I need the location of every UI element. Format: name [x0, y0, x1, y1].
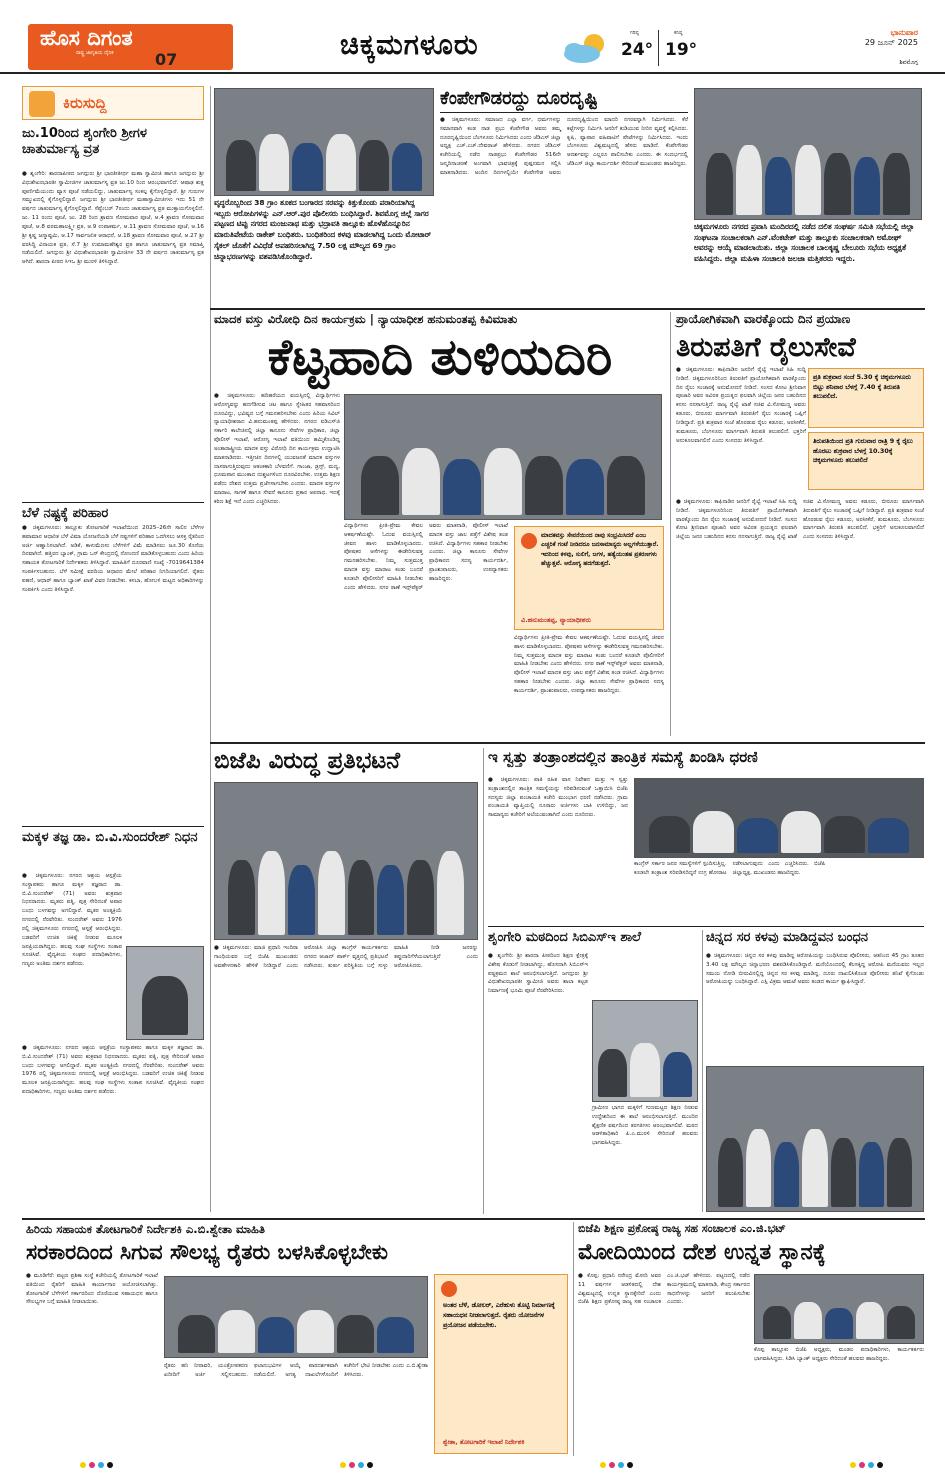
drug-event-photo	[344, 394, 662, 520]
divider	[440, 112, 688, 113]
divider	[22, 502, 204, 503]
rail-body2: ● ಚಿಕ್ಕಮಗಳೂರು: ಕಾಫಿನಾಡಿನ ಜನರಿಗೆ ರೈಲ್ವೆ ಇಲಾಖೆ ಸಿಹಿ ಸುದ್ದಿ ನೀಡಿದೆ. ಚಿಕ್ಕಮಗಳೂರಿನಿಂದ ತಿರುಪತಿಗೆ ಪ್ರಾಯೋಗಿಕವಾಗಿ ವಾರಕ್ಕೊಂದು ದಿನ ರೈಲು ಸಂಚಾರಕ್ಕೆ ಅನುಮೋದನೆ ನೀಡಿದೆ. ಸಂಸದ ಕೋಟ ಶ್ರೀನಿವಾಸ ಪೂಜಾರಿ ಅವರ ಅವಿರತ ಪ್ರಯತ್ನದ ಫಲವಾಗಿ ಜಿಲ್ಲೆಯ ಜನರ ಬಹುದಿನದ ಕನಸು ನನಸಾಗುತ್ತಿದೆ. ರಾಜ್ಯ ರೈಲ್ವೆ ಖಾತೆ ಸಚಿವ ವಿ.ಸೋಮಣ್ಣ ಅವರು ಕಡೂರು, ಬೀರೂರು ಮಾರ್ಗವಾಗಿ ತಿರುಪತಿಗೆ ರೈಲು ಸಂಚಾರಕ್ಕೆ ಒಪ್ಪಿಗೆ ನೀಡಿದ್ದಾರೆ. ಪ್ರತಿ ಶುಕ್ರವಾರ ಸಂಜೆ ಹೊರಡುವ ರೈಲು ಕಡೂರು, ಅರಸೀಕೆರೆ, ತುಮಕೂರು, ಬೆಂಗಳೂರು ಮಾರ್ಗವಾಗಿ ತಿರುಪತಿ ತಲುಪಲಿದೆ. ಭಕ್ತರಿಗೆ ಅನುಕೂಲವಾಗಲಿದೆ ಎಂದು ಸಂಸದರು ತಿಳಿಸಿದ್ದಾರೆ.	[676, 499, 924, 541]
divider	[22, 1218, 925, 1220]
print-marks	[340, 1462, 400, 1470]
brief-title: ಕಿರುಸುದ್ದಿ	[63, 94, 107, 112]
bjp-body: ● ಚಿಕ್ಕಮಗಳೂರು: ಮಾಜಿ ಪ್ರಧಾನಿ ಇಂದಿರಾ ಗಾಂಧಿಯವರ ಬಗ್ಗೆ ಬಿಜೆಪಿ ಮುಖಂಡರು ಅವಹೇಳನಕಾರಿ ಹೇಳಿಕೆ ನೀಡಿದ್ದಾರೆ ಎಂದು ಆರೋಪಿಸಿ ಜಿಲ್ಲಾ ಕಾಂಗ್ರೆಸ್ ಕಾರ್ಯಕರ್ತರು ನಗರದ ಆಜಾದ್ ಪಾರ್ಕ್ ವೃತ್ತದಲ್ಲಿ ಪ್ರತಿಭಟನೆ ನಡೆಸಿದರು. ತುರ್ತು ಪರಿಸ್ಥಿತಿಯ ಬಗ್ಗೆ ಸುಳ್ಳು ಮಾಹಿತಿ ನೀಡಿ ಜನರನ್ನು ತಪ್ಪುದಾರಿಗೆಳೆಯಲಾಗುತ್ತಿದೆ ಎಂದು ಆರೋಪಿಸಿದರು.	[214, 945, 478, 969]
arrest-photo	[214, 88, 434, 196]
quote-icon	[441, 1281, 457, 1297]
max-temp-label: ಗರಿಷ್ಠ	[630, 30, 639, 36]
drug-quote: ಮಾದಕವಸ್ತು ಸೇವನೆಯಿಂದ ನಾವು ಸಂಭ್ರಮಿಸಿದರೆ ಎಂಬ ಎಚ್ಚರಿಕೆ ಗಂಟೆ ನೀಡಿದರೂ ಜನಸಾಮಾನ್ಯರು ಅಲ್ಲಗಳೆಯುತ್ತಾರೆ. ಇದರಿಂದ ಕಳವು, ಸುಲಿಗೆ, ಜಗಳ, ಹತ್ಯೆಯಂತಹ ಪ್ರಕರಣಗಳು ಹೆಚ್ಚುತ್ತವೆ. ಆರೋಗ್ಯ ಹದಗೆಡುತ್ತದೆ.	[541, 532, 659, 567]
weekday: ಭಾನುವಾರ	[890, 28, 918, 37]
date: 29 ಜೂನ್ 2025	[864, 38, 918, 47]
divider	[210, 742, 925, 744]
drug-kicker: ಮಾದಕ ವಸ್ತು ವಿರೋಧಿ ದಿನ ಕಾರ್ಯಕ್ರಮ | ನ್ಯಾಯಾಧೀಶ ಹನುಮಂತಪ್ಪ ಕಿವಿಮಾತು	[214, 312, 518, 326]
drug-body3: ವಿದ್ಯಾರ್ಥಿಗಳು ಪ್ರೀತಿ-ಪ್ರೇಮ ಕೇವಲ ಆಕರ್ಷಣೆಯಷ್ಟೇ. ಓದುವ ವಯಸ್ಸಿನಲ್ಲಿ ಜೀವನ ಹಾಳು ಮಾಡಿಕೊಳ್ಳಬಾರದು. ಪೋಷಕರ ಆಸೆಗಳನ್ನು ಈಡೇರಿಸುವತ್ತ ಗಮನಹರಿಸಬೇಕು. ನಿಮ್ಮ ಸುತ್ತಮುತ್ತ ಮಾದಕ ವಸ್ತು ಮಾರಾಟ ಕಂಡು ಬಂದರೆ ಕೂಡಲೇ ಪೊಲೀಸರಿಗೆ ಮಾಹಿತಿ ನೀಡಬೇಕು ಎಂದು ಹೇಳಿದರು. ನಗರ ಠಾಣೆ ಇನ್ಸ್‌ಪೆಕ್ಟರ್ ಅವರು ಮಾತನಾಡಿ, ಪೊಲೀಸ್ ಇಲಾಖೆ ಮಾದಕ ವಸ್ತು ಜಾಲ ಪತ್ತೆಗೆ ವಿಶೇಷ ತಂಡ ರಚಿಸಿದೆ. ವಿದ್ಯಾರ್ಥಿಗಳು ಸಹಕಾರ ನೀಡಬೇಕು ಎಂದರು. ಜಿಲ್ಲಾ ಕಾನೂನು ಸೇವೆಗಳ ಪ್ರಾಧಿಕಾರದ ಸದಸ್ಯ ಕಾರ್ಯದರ್ಶಿ, ಪ್ರಾಂಶುಪಾಲರು, ಉಪನ್ಯಾಸಕರು ಹಾಜರಿದ್ದರು.	[514, 635, 664, 694]
brief-header	[22, 86, 204, 120]
page-number: 07	[155, 50, 178, 69]
horti-quote-author: ಶ್ವೇತಾ, ತೋಟಗಾರಿಕೆ ಇಲಾಖೆ ನಿರ್ದೇಶಕಿ	[443, 1439, 525, 1446]
kempegowda-body: ● ಚಿಕ್ಕಮಗಳೂರು: ಸಮಾಜದ ಎಲ್ಲಾ ವರ್ಗ, ಧರ್ಮಗಳನ್ನು ಸಮಾನವಾಗಿ ಕಂಡ ನಾಡ ಪ್ರಭು ಕೆಂಪೇಗೌಡ ಅವರು ತಮ್ಮ ದೂರದೃಷ್ಟಿಯಿಂದ ಬೆಂಗಳೂರು ನಿರ್ಮಿಸಿದರು ಎಂದು ಜೆಡಿಎಸ್ ಜಿಲ್ಲಾ ಅಧ್ಯಕ್ಷ ಎಚ್.ಎಚ್.ದೇವರಾಜ್ ಹೇಳಿದರು. ನಗರದ ಜೆಡಿಎಸ್ ಕಚೇರಿಯಲ್ಲಿ ನಡೆದ ನಾಡಪ್ರಭು ಕೆಂಪೇಗೌಡರ 516ನೇ ಜನ್ಮದಿನಾಚರಣೆ ಅಂಗವಾಗಿ ಭಾವಚಿತ್ರಕ್ಕೆ ಪುಷ್ಪನಮನ ಸಲ್ಲಿಸಿ ಮಾತನಾಡಿದರು. ಅಂದಿನ ದಿನಗಳಲ್ಲಿಯೇ ಕೆಂಪೇಗೌಡ ಅವರು ದೂರದೃಷ್ಟಿಯಿಂದ ಮಾದರಿ ನಗರವನ್ನಾಗಿ ನಿರ್ಮಿಸಿದರು. ಕೆರೆ ಕಟ್ಟೆಗಳನ್ನು ನಿರ್ಮಿಸಿ ಜನರಿಗೆ ಕುಡಿಯುವ ನೀರಿನ ವ್ಯವಸ್ಥೆ ಕಲ್ಪಿಸಿದರು. ಕೃಷಿ, ವ್ಯಾಪಾರ ವಹಿವಾಟಿಗೆ ಪೇಟೆಗಳನ್ನು ನಿರ್ಮಿಸಿದರು. ಇಂದು ಬೆಂಗಳೂರು ವಿಶ್ವಮಟ್ಟದಲ್ಲಿ ಹೆಸರು ಮಾಡಿದೆ. ಕೆಂಪೇಗೌಡರ ಆದರ್ಶವನ್ನು ಎಲ್ಲರೂ ಪಾಲಿಸಬೇಕು ಎಂದರು. ಈ ಸಂದರ್ಭದಲ್ಲಿ ಜೆಡಿಎಸ್ ಜಿಲ್ಲಾ ಕಾರ್ಯದರ್ಶಿ ಸೇರಿದಂತೆ ಮುಖಂಡರು ಹಾಜರಿದ್ದರು.	[440, 117, 688, 176]
brief-story1-body: ● ಶೃಂಗೇರಿ: ಶಾರದಾಪೀಠದ ಜಗದ್ಗುರು ಶ್ರೀ ಭಾರತೀತೀರ್ಥ ಮಹಾ ಸ್ವಾಮೀಜಿ ಹಾಗೂ ಜಗದ್ಗುರು ಶ್ರೀ ವಿಧುಶೇಖರಭಾರತೀ ಸ್ವಾಮೀಜಿಗಳ ಚಾತುರ್ಮಾಸ್ಯ ವ್ರತ ಜು.10 ರಿಂದ ಆರಂಭವಾಗಲಿದೆ. ಆಷಾಢ ಶುಕ್ಲ ಪೂರ್ಣಿಮೆಯಂದು ವ್ಯಾಸ ಪೂಜೆ ನಡೆಯಲಿದ್ದು, ಚಾತುರ್ಮಾಸ್ಯ ಸಂಕಲ್ಪ ಕೈಗೊಳ್ಳಲಿದ್ದಾರೆ. ಶ್ರೀ ಗುರುಗಳ ಸಮ್ಮುಖದಲ್ಲಿ ಕೈಗೊಳ್ಳಲಿದ್ದಾರೆ. ಜಗದ್ಗುರು ಶ್ರೀ ಭಾರತೀತೀರ್ಥ ಮಹಾಸ್ವಾಮೀಜಿಗಳು ಇದು 51 ನೇ ವರ್ಷದ ಚಾತುರ್ಮಾಸ್ಯ ಕೈಗೊಳ್ಳಲಿದ್ದಾರೆ. ಸೆಪ್ಟೆಂಬರ್ 7ರಂದು ಚಾತುರ್ಮಾಸ್ಯ ವ್ರತ ಮುಕ್ತಾಯಗೊಳ್ಳಲಿದೆ. ಜು. 11 ರಂದು ಪೂಜೆ, ಜು. 28 ರಿಂದ ಶ್ರಾವಣ ಸೋಮವಾರ ಪೂಜೆ, ಆ.4 ಶ್ರಾವಣ ಸೋಮವಾರ ಪೂಜೆ, ಆ.8 ವರಮಹಾಲಕ್ಷ್ಮೀ ವ್ರತ, ಆ.9 ಉಪಾಕರ್ಮ, ಆ.11 ಶ್ರಾವಣ ಸೋಮವಾರ ಪೂಜೆ, ಆ.16 ಶ್ರೀ ಕೃಷ್ಣ ಜನ್ಮಾಷ್ಟಮಿ, ಆ.17 ಸಾರ್ವಜನಿಕ ಆರಾಧನೆ, ಆ.18 ಶ್ರಾವಣ ಸೋಮವಾರ ಪೂಜೆ, ಆ.27 ಶ್ರೀ ವರಸಿದ್ಧಿ ವಿನಾಯಕ ವ್ರತ, ಸೆ.7 ಶ್ರೀ ಉಮಾಮಹೇಶ್ವರ ವ್ರತ ಹಾಗೂ ಚಾತುರ್ಮಾಸ್ಯ ವ್ರತ ಸಮಾಪ್ತಿ ನಡೆಯಲಿದೆ. ಜಗದ್ಗುರು ಶ್ರೀ ವಿಧುಶೇಖರಭಾರತೀ ಸ್ವಾಮೀಜಿಗಳ 33 ನೇ ವರ್ಷದ ಚಾತುರ್ಮಾಸ್ಯ ವ್ರತ ಆಗಿದೆ. ಶಾರದಾ ಪೀಠದ ಸಿಇಒ ಶ್ರೀ ಮುರಳಿ ತಿಳಿಸಿದ್ದಾರೆ.	[22, 171, 204, 266]
print-marks	[80, 1462, 140, 1470]
drug-body2: ವಿದ್ಯಾರ್ಥಿಗಳು ಪ್ರೀತಿ-ಪ್ರೇಮ ಕೇವಲ ಆಕರ್ಷಣೆಯಷ್ಟೇ. ಓದುವ ವಯಸ್ಸಿನಲ್ಲಿ ಜೀವನ ಹಾಳು ಮಾಡಿಕೊಳ್ಳಬಾರದು. ಪೋಷಕರ ಆಸೆಗಳನ್ನು ಈಡೇರಿಸುವತ್ತ ಗಮನಹರಿಸಬೇಕು. ನಿಮ್ಮ ಸುತ್ತಮುತ್ತ ಮಾದಕ ವಸ್ತು ಮಾರಾಟ ಕಂಡು ಬಂದರೆ ಕೂಡಲೇ ಪೊಲೀಸರಿಗೆ ಮಾಹಿತಿ ನೀಡಬೇಕು ಎಂದು ಹೇಳಿದರು. ನಗರ ಠಾಣೆ ಇನ್ಸ್‌ಪೆಕ್ಟರ್ ಅವರು ಮಾತನಾಡಿ, ಪೊಲೀಸ್ ಇಲಾಖೆ ಮಾದಕ ವಸ್ತು ಜಾಲ ಪತ್ತೆಗೆ ವಿಶೇಷ ತಂಡ ರಚಿಸಿದೆ. ವಿದ್ಯಾರ್ಥಿಗಳು ಸಹಕಾರ ನೀಡಬೇಕು ಎಂದರು. ಜಿಲ್ಲಾ ಕಾನೂನು ಸೇವೆಗಳ ಪ್ರಾಧಿಕಾರದ ಸದಸ್ಯ ಕಾರ್ಯದರ್ಶಿ, ಪ್ರಾಂಶುಪಾಲರು, ಉಪನ್ಯಾಸಕರು ಹಾಜರಿದ್ದರು.	[344, 523, 508, 591]
min-temp-label: ಕನಿಷ್ಠ	[674, 30, 683, 36]
brand-tagline: ರಾಷ್ಟ್ರ ಜಾಗೃತಿಯ ದೈನಿಕ	[76, 50, 114, 56]
eswathu-headline: ಇ ಸ್ವತ್ತು ತಂತ್ರಾಂಶದಲ್ಲಿನ ತಾಂತ್ರಿಕ ಸಮಸ್ಯೆ ಖಂಡಿಸಿ ಧರಣಿ	[488, 748, 758, 766]
column-rule	[670, 312, 671, 736]
eswathu-body1: ● ಚಿಕ್ಕಮಗಳೂರು: ಪಾತಿ ರಹಿತ ವಾಸ ನಿವೇಶನ ಮತ್ತು ಇ ಸ್ವತ್ತು ತಂತ್ರಾಂಶದಲ್ಲಿನ ತಾಂತ್ರಿಕ ಸಮಸ್ಯೆಯನ್ನು ಸರಿಪಡಿಸುವಂತೆ ಒತ್ತಾಯಿಸಿ ಬಿಜೆಪಿ ಸದಸ್ಯರು ಜಿಲ್ಲಾ ಪಂಚಾಯತಿ ಕಚೇರಿ ಮುಂಭಾಗ ಧರಣಿ ನಡೆಸಿದರು. ಗ್ರಾಮ ಪಂಚಾಯತಿ ವ್ಯಾಪ್ತಿಯಲ್ಲಿ ನೂರಾರು ಅರ್ಜಿಗಳು ಬಾಕಿ ಉಳಿದಿದ್ದು, ಜನ ಸಾಮಾನ್ಯರು ಕಚೇರಿಗೆ ಅಲೆಯುವಂತಾಗಿದೆ ಎಂದು ದೂರಿದರು.	[488, 777, 628, 819]
column-rule	[210, 86, 211, 1212]
district-title: ಚಿಕ್ಕಮಗಳೂರು	[340, 28, 479, 61]
drug-quote-box	[514, 526, 664, 630]
protest-photo	[214, 782, 478, 940]
cbse-body1: ● ಶೃಂಗೇರಿ: ಶ್ರೀ ಶಾರದಾ ಪೀಠದಿಂದ ಶಿಕ್ಷಣ ಕ್ಷೇತ್ರಕ್ಕೆ ವಿಶೇಷ ಕೊಡುಗೆ ನೀಡಲಾಗಿದ್ದು, ಹೊಸದಾಗಿ ಸಿಬಿಎಸ್‌ಇ ಪಠ್ಯಕ್ರಮದ ಶಾಲೆ ಆರಂಭಿಸಲಾಗುತ್ತಿದೆ. ಜಗದ್ಗುರು ಶ್ರೀ ವಿಧುಶೇಖರಭಾರತೀ ಸ್ವಾಮೀಜಿ ಅವರು ಶಾಲಾ ಕಟ್ಟಡ ನಿರ್ಮಾಣಕ್ಕೆ ಭೂಮಿ ಪೂಜೆ ನೆರವೇರಿಸಿದರು.	[488, 953, 588, 995]
chain-body: ● ಚಿಕ್ಕಮಗಳೂರು: ಚಿನ್ನದ ಸರ ಕಳವು ಮಾಡಿದ್ದ ಆರೋಪಿಯನ್ನು ಬಂಧಿಸಿರುವ ಪೊಲೀಸರು, ಆತನಿಂದ 45 ಗ್ರಾಂ ತೂಕದ 3.40 ಲಕ್ಷ ಮೌಲ್ಯದ ಚಿನ್ನಾಭರಣ ವಶಪಡಿಸಿಕೊಂಡಿದ್ದಾರೆ. ಮನೆಯೊಂದರಲ್ಲಿ ಕೆಲಸಕ್ಕಿದ್ದ ಆರೋಪಿ ಮನೆಯವರು ಇಲ್ಲದ ಸಮಯ ನೋಡಿ ಬೀರುವಿನಲ್ಲಿದ್ದ ಚಿನ್ನದ ಸರ ಕಳವು ಮಾಡಿದ್ದ. ದೂರು ದಾಖಲಿಸಿಕೊಂಡ ಪೊಲೀಸರು ತನಿಖೆ ಕೈಗೊಂಡು ಆರೋಪಿಯನ್ನು ಬಂಧಿಸಿದ್ದಾರೆ. ಎಸ್ಪಿ ವಿಕ್ರಮ ಆಮಟೆ ಅವರು ತಂಡದ ಕಾರ್ಯ ಶ್ಲಾಘಿಸಿದ್ದಾರೆ.	[706, 953, 924, 986]
dharna-photo	[634, 778, 924, 858]
modi-body2: ಕೊಪ್ಪ ತಾಲ್ಲೂಕು ಬಿಜೆಪಿ ಅಧ್ಯಕ್ಷರು, ಮಂಡಲ ಪದಾಧಿಕಾರಿಗಳು, ಕಾರ್ಯಕರ್ತರು ಭಾಗವಹಿಸಿದ್ದರು. ಸಿಡಿಸಿ ಬ್ಯಾಂಕ್ ಅಧ್ಯಕ್ಷರು ಸೇರಿದಂತೆ ಹಲವರು ಹಾಜರಿದ್ದರು.	[754, 1347, 924, 1362]
divider	[210, 308, 925, 310]
column-rule	[702, 930, 703, 1212]
weather-icon	[560, 32, 612, 64]
rail-headline: ತಿರುಪತಿಗೆ ರೈಲುಸೇವೆ	[676, 332, 856, 363]
max-temp: 24°	[621, 40, 654, 60]
drug-body1: ● ಚಿಕ್ಕಮಗಳೂರು: ಹದಿಹರೆಯದ ವಯಸ್ಸಿನಲ್ಲಿ ವಿದ್ಯಾರ್ಥಿಗಳು ಆರೋಗ್ಯವನ್ನು ಹದಗೆಡಿಸುವ ಚಟ ಹಾಗೂ ಸ್ನೇಹಿತರ ಸಹವಾಸದಿಂದ ದೂರವಿದ್ದು, ಭವಿಷ್ಯದ ಬಗ್ಗೆ ಗಮನಹರಿಸಬೇಕು ಎಂದು ಹಿರಿಯ ಸಿವಿಲ್ ನ್ಯಾಯಾಧೀಶರಾದ ವಿ.ಹನುಮಂತಪ್ಪ ಹೇಳಿದರು. ನಗರದ ಐಡಿಎಸ್‌ಜಿ ಸರ್ಕಾರಿ ಕಾಲೇಜಿನಲ್ಲಿ ಜಿಲ್ಲಾ ಕಾನೂನು ಸೇವೆಗಳ ಪ್ರಾಧಿಕಾರ, ಜಿಲ್ಲಾ ಪೊಲೀಸ್ ಇಲಾಖೆ, ಆರೋಗ್ಯ ಇಲಾಖೆ ವತಿಯಿಂದ ಹಮ್ಮಿಕೊಂಡಿದ್ದ ಅಂತಾರಾಷ್ಟ್ರೀಯ ಮಾದಕ ವಸ್ತು ವಿರೋಧಿ ದಿನ ಕಾರ್ಯಕ್ರಮ ಉದ್ಘಾಟಿಸಿ ಮಾತನಾಡಿದರು. ಇತ್ತೀಚಿನ ದಿನಗಳಲ್ಲಿ ಯುವಜನತೆ ಮಾದಕ ವಸ್ತುಗಳ ದಾಸರಾಗುತ್ತಿರುವುದು ಆತಂಕಕಾರಿ ಬೆಳವಣಿಗೆ. ಗಾಂಜಾ, ಡ್ರಗ್ಸ್, ಮದ್ಯ, ಧೂಮಪಾನ ಮುಂತಾದ ದುಶ್ಚಟಗಳಿಂದ ದೂರವಿರಬೇಕು. ಉತ್ತಮ ಶಿಕ್ಷಣ ಪಡೆದು ದೇಶದ ಉತ್ತಮ ಪ್ರಜೆಗಳಾಗಬೇಕು ಎಂದರು. ಮಾದಕ ವಸ್ತುಗಳ ಮಾರಾಟ, ಸಾಗಣೆ ಹಾಗೂ ಸೇವನೆ ಕಾನೂನು ಪ್ರಕಾರ ಅಪರಾಧ. ಇದಕ್ಕೆ ಕಠಿಣ ಶಿಕ್ಷೆ ಇದೆ ಎಂದು ಎಚ್ಚರಿಸಿದರು.	[214, 393, 340, 505]
arrest-caption: ವೃದ್ಧರೊಬ್ಬರಿಂದ 38 ಗ್ರಾಂ ತೂಕದ ಬಂಗಾರದ ಸರವನ್ನು ಕಿತ್ತುಕೊಂಡು ಪರಾರಿಯಾಗಿದ್ದ ಇಬ್ಬರು ಆರೋಪಿಗಳನ್ನು ಎನ್.ಆರ್.ಪುರ ಪೊಲೀಸರು ಬಂಧಿಸಿದ್ದಾರೆ. ಶಿವಮೊಗ್ಗ ಜಿಲ್ಲೆ ಸಾಗರ ಪಟ್ಟಣದ ಟಿಪ್ಪು ನಗರದ ಮಂಜುನಾಥ ಮತ್ತು ಭದ್ರಾವತಿ ತಾಲ್ಲೂಕು ಹೊಳೆಹೊನ್ನೂರಿನ ಮಾರುತಿಪೇಟೆಯ ರಾಕೇಶ್ ಬಂಧಿತರು. ಬಂಧಿತರಿಂದ ಕಳವು ಮಾಡಲಾಗಿದ್ದ ಒಂದು ಮೋಟಾರ್ ಸೈಕಲ್ ಜೊತೆಗೆ ವಿವಿಧೆಡೆ ಅಪಹರಿಸಲಾಗಿದ್ದ 7.50 ಲಕ್ಷ ಮೌಲ್ಯದ 69 ಗ್ರಾಂ ಚಿನ್ನಾಭರಣಗಳನ್ನು ವಶಪಡಿಸಿಕೊಂಡಿದ್ದಾರೆ.	[214, 198, 432, 261]
workshop-photo	[164, 1276, 428, 1358]
edition-place: ಶಿವಮೊಗ್ಗ	[899, 59, 918, 66]
temp-divider	[658, 30, 659, 66]
bhoomi-pooja-photo	[592, 1000, 698, 1102]
rail-box-down: ತಿರುಪತಿಯಿಂದ ಪ್ರತಿ ಗುರುವಾರ ರಾತ್ರಿ 9 ಕ್ಕೆ ರೈಲು ಹೊರಟು ಶುಕ್ರವಾರ ಬೆಳಗ್ಗೆ 10.30ಕ್ಕೆ ಚಿಕ್ಕಮಗಳೂರು ತಲುಪಲಿದೆ	[808, 432, 924, 490]
drug-headline: ಕೆಟ್ಟಹಾದಿ ತುಳಿಯದಿರಿ	[267, 328, 613, 386]
horti-quote: ಅಂತರ ಬೆಳೆ, ಡೋಲರ್, ಎರೆಹುಳು ತೊಟ್ಟಿ ನಿರ್ಮಾಣಕ್ಕೆ ಸಹಾಯಧನ ನೀಡಲಾಗುತ್ತದೆ. ರೈತರು ಯೋಜನೆಗಳ ಪ್ರಯೋಜನ ಪಡೆಯಬೇಕು.	[443, 1302, 555, 1330]
portrait-photo	[126, 946, 204, 1040]
hand-icon	[29, 91, 55, 117]
horti-quote-box	[434, 1274, 568, 1454]
brief-story3-body: ● ಚಿಕ್ಕಮಗಳೂರು: ನಗರದ ಆಶ್ರಯ ಆಸ್ಪತ್ರೆಯ ಸಂಸ್ಥಾಪಕರು ಹಾಗೂ ಮಕ್ಕಳ ತಜ್ಞರಾದ ಡಾ. ಬಿ.ವಿ.ಸುಂದರೇಶ್ (71) ಅವರು ಶುಕ್ರವಾರ ನಿಧನರಾದರು. ಮೃತರು ಪತ್ನಿ, ಪುತ್ರ ಸೇರಿದಂತೆ ಅಪಾರ ಬಂಧು ಬಳಗವನ್ನು ಅಗಲಿದ್ದಾರೆ. ಮೃತರ ಅಂತ್ಯಕ್ರಿಯೆ ನಗರದಲ್ಲಿ ನೆರವೇರಿತು. ಸುಂದರೇಶ್ ಅವರು 1976 ರಲ್ಲಿ ಚಿಕ್ಕಮಗಳೂರು ನಗರದಲ್ಲಿ ಆಸ್ಪತ್ರೆ ಆರಂಭಿಸಿದ್ದರು. ಬಡವರಿಗೆ ಉಚಿತ ಚಿಕಿತ್ಸೆ ನೀಡುವ ಮೂಲಕ ಜನಪ್ರಿಯರಾಗಿದ್ದರು. ಹಲವು ಸಂಘ ಸಂಸ್ಥೆಗಳು ಸಂತಾಪ ಸೂಚಿಸಿವೆ. ವೈದ್ಯಕೀಯ ಸಂಘದ ಪದಾಧಿಕಾರಿಗಳು, ಗಣ್ಯರು ಅಂತಿಮ ದರ್ಶನ ಪಡೆದರು.	[22, 1045, 204, 1096]
horti-headline: ಸರಕಾರದಿಂದ ಸಿಗುವ ಸೌಲಭ್ಯ ರೈತರು ಬಳಸಿಕೊಳ್ಳಬೇಕು	[26, 1240, 388, 1264]
cbse-body2: ಗ್ರಾಮೀಣ ಭಾಗದ ಮಕ್ಕಳಿಗೆ ಗುಣಮಟ್ಟದ ಶಿಕ್ಷಣ ನೀಡುವ ಉದ್ದೇಶದಿಂದ ಈ ಶಾಲೆ ಆರಂಭಿಸಲಾಗುತ್ತಿದೆ. ಮುಂದಿನ ಶೈಕ್ಷಣಿಕ ವರ್ಷದಿಂದ ತರಗತಿಗಳು ಆರಂಭವಾಗಲಿವೆ. ಮಠದ ಆಡಳಿತಾಧಿಕಾರಿ ಪಿ.ಎ.ಮುರಳಿ ಸೇರಿದಂತೆ ಹಲವರು ಭಾಗವಹಿಸಿದ್ದರು.	[592, 1105, 698, 1147]
modi-body1: ● ಕೊಪ್ಪ: ಪ್ರಧಾನಿ ನರೇಂದ್ರ ಮೋದಿ ಅವರ 11 ವರ್ಷಗಳ ಆಡಳಿತದಲ್ಲಿ ದೇಶ ವಿಶ್ವಮಟ್ಟದಲ್ಲಿ ಉನ್ನತ ಸ್ಥಾನಕ್ಕೇರಿದೆ ಎಂದು ಬಿಜೆಪಿ ಶಿಕ್ಷಣ ಪ್ರಕೋಷ್ಠ ರಾಜ್ಯ ಸಹ ಸಂಚಾಲಕ ಎಂ.ಜಿ.ಭಟ್ ಹೇಳಿದರು. ಪಟ್ಟಣದಲ್ಲಿ ನಡೆದ ಕಾರ್ಯಕ್ರಮದಲ್ಲಿ ಮಾತನಾಡಿ, ಕೇಂದ್ರ ಸರ್ಕಾರದ ಸಾಧನೆಗಳನ್ನು ಜನರಿಗೆ ತಲುಪಿಸಬೇಕು ಎಂದರು.	[578, 1273, 750, 1306]
brief-story2-title: ಬೆಳೆ ನಷ್ಟಕ್ಕೆ ಪರಿಹಾರ	[22, 506, 109, 521]
quote-icon	[521, 533, 537, 549]
horti-body1: ● ಮೂಡಿಗೆರೆ: ಪಟ್ಟಣ ಪ್ರಶಿಕಾ ಸಂಸ್ಥೆ ಕಚೇರಿಯಲ್ಲಿ ತೋಟಗಾರಿಕೆ ಇಲಾಖೆ ವತಿಯಿಂದ ರೈತರಿಗೆ ಮಾಹಿತಿ ಕಾರ್ಯಾಗಾರ ಆಯೋಜಿಸಲಾಗಿತ್ತು. ತೋಟಗಾರಿಕೆ ಬೆಳೆಗಳಿಗೆ ಸರ್ಕಾರದಿಂದ ದೊರೆಯುವ ಸಹಾಯಧನ ಹಾಗೂ ಸೌಲಭ್ಯಗಳ ಬಗ್ಗೆ ಮಾಹಿತಿ ನೀಡಲಾಯಿತು.	[26, 1273, 158, 1306]
rail-body1: ● ಚಿಕ್ಕಮಗಳೂರು: ಕಾಫಿನಾಡಿನ ಜನರಿಗೆ ರೈಲ್ವೆ ಇಲಾಖೆ ಸಿಹಿ ಸುದ್ದಿ ನೀಡಿದೆ. ಚಿಕ್ಕಮಗಳೂರಿನಿಂದ ತಿರುಪತಿಗೆ ಪ್ರಾಯೋಗಿಕವಾಗಿ ವಾರಕ್ಕೊಂದು ದಿನ ರೈಲು ಸಂಚಾರಕ್ಕೆ ಅನುಮೋದನೆ ನೀಡಿದೆ. ಸಂಸದ ಕೋಟ ಶ್ರೀನಿವಾಸ ಪೂಜಾರಿ ಅವರ ಅವಿರತ ಪ್ರಯತ್ನದ ಫಲವಾಗಿ ಜಿಲ್ಲೆಯ ಜನರ ಬಹುದಿನದ ಕನಸು ನನಸಾಗುತ್ತಿದೆ. ರಾಜ್ಯ ರೈಲ್ವೆ ಖಾತೆ ಸಚಿವ ವಿ.ಸೋಮಣ್ಣ ಅವರು ಕಡೂರು, ಬೀರೂರು ಮಾರ್ಗವಾಗಿ ತಿರುಪತಿಗೆ ರೈಲು ಸಂಚಾರಕ್ಕೆ ಒಪ್ಪಿಗೆ ನೀಡಿದ್ದಾರೆ. ಪ್ರತಿ ಶುಕ್ರವಾರ ಸಂಜೆ ಹೊರಡುವ ರೈಲು ಕಡೂರು, ಅರಸೀಕೆರೆ, ತುಮಕೂರು, ಬೆಂಗಳೂರು ಮಾರ್ಗವಾಗಿ ತಿರುಪತಿ ತಲುಪಲಿದೆ. ಭಕ್ತರಿಗೆ ಅನುಕೂಲವಾಗಲಿದೆ ಎಂದು ಸಂಸದರು ತಿಳಿಸಿದ್ದಾರೆ.	[676, 367, 806, 444]
horti-kicker: ಹಿರಿಯ ಸಹಾಯಕ ತೋಟಗಾರಿಕೆ ನಿರ್ದೇಶಕಿ ಎ.ಬಿ.ಶ್ವೇತಾ ಮಾಹಿತಿ	[26, 1222, 265, 1236]
chain-headline: ಚಿನ್ನದ ಸರ ಕಳವು ಮಾಡಿದ್ದವನ ಬಂಧನ	[706, 930, 868, 945]
brief-story3-body-top: ● ಚಿಕ್ಕಮಗಳೂರು: ನಗರದ ಆಶ್ರಯ ಆಸ್ಪತ್ರೆಯ ಸಂಸ್ಥಾಪಕರು ಹಾಗೂ ಮಕ್ಕಳ ತಜ್ಞರಾದ ಡಾ. ಬಿ.ವಿ.ಸುಂದರೇಶ್ (71) ಅವರು ಶುಕ್ರವಾರ ನಿಧನರಾದರು. ಮೃತರು ಪತ್ನಿ, ಪುತ್ರ ಸೇರಿದಂತೆ ಅಪಾರ ಬಂಧು ಬಳಗವನ್ನು ಅಗಲಿದ್ದಾರೆ. ಮೃತರ ಅಂತ್ಯಕ್ರಿಯೆ ನಗರದಲ್ಲಿ ನೆರವೇರಿತು. ಸುಂದರೇಶ್ ಅವರು 1976 ರಲ್ಲಿ ಚಿಕ್ಕಮಗಳೂರು ನಗರದಲ್ಲಿ ಆಸ್ಪತ್ರೆ ಆರಂಭಿಸಿದ್ದರು. ಬಡವರಿಗೆ ಉಚಿತ ಚಿಕಿತ್ಸೆ ನೀಡುವ ಮೂಲಕ ಜನಪ್ರಿಯರಾಗಿದ್ದರು. ಹಲವು ಸಂಘ ಸಂಸ್ಥೆಗಳು ಸಂತಾಪ ಸೂಚಿಸಿವೆ. ವೈದ್ಯಕೀಯ ಸಂಘದ ಪದಾಧಿಕಾರಿಗಳು, ಗಣ್ಯರು ಅಂತಿಮ ದರ್ಶನ ಪಡೆದರು.	[22, 873, 122, 968]
modi-headline: ಮೋದಿಯಿಂದ ದೇಶ ಉನ್ನತ ಸ್ಥಾನಕ್ಕೆ	[578, 1240, 826, 1265]
divider	[22, 826, 204, 827]
column-rule	[483, 748, 484, 1214]
brief-story2-body: ● ಚಿಕ್ಕಮಗಳೂರು: ತಾಲ್ಲೂಕು ತೋಟಗಾರಿಕೆ ಇಲಾಖೆಯಿಂದ 2025–26ನೇ ಸಾಲಿನ ಬೆಳೆಗಳ ಹವಾಮಾನ ಆಧಾರಿತ ಬೆಳೆ ವಿಮಾ ಯೋಜನೆಯಡಿ ಬೆಳೆ ನಷ್ಟಗಳಿಗೆ ಪರಿಹಾರ ಒದಗಿಸಲು ಆಸಕ್ತ ರೈತರಿಂದ ಅರ್ಜಿ ಆಹ್ವಾನಿಸಲಾಗಿದೆ. ಅಡಿಕೆ, ಕಾಳುಮೆಣಸು ಬೆಳೆಗಳಿಗೆ ವಿಮೆ ಮಾಡಿಸಲು ಜೂ.30 ಕೊನೆಯ ದಿನವಾಗಿದೆ. ಹತ್ತಿರದ ಬ್ಯಾಂಕ್, ಗ್ರಾಮ ಒನ್ ಕೇಂದ್ರದಲ್ಲಿ ನೋಂದಣಿ ಮಾಡಿಕೊಳ್ಳಬಹುದು ಎಂದು ಹಿರಿಯ ಸಹಾಯಕ ತೋಟಗಾರಿಕೆ ನಿರ್ದೇಶಕರು ತಿಳಿಸಿದ್ದಾರೆ. ಮಾಹಿತಿಗೆ ದೂರವಾಣಿ ಸಂಖ್ಯೆ -7019641384 ಸಂಪರ್ಕಿಸಬಹುದು. ಬೆಳೆ ಸಮೀಕ್ಷೆ ವರದಿಯ ಆಧಾರದ ಮೇಲೆ ಪರಿಹಾರ ನಿಗದಿಯಾಗಲಿದೆ. ರೈತರು ಪಹಣಿ, ಆಧಾರ್ ಹಾಗೂ ಬ್ಯಾಂಕ್ ಖಾತೆ ವಿವರ ನೀಡಬೇಕು. ಕಸಬಾ, ಹೋಬಳಿ ಮಟ್ಟದ ಅಧಿಕಾರಿಗಳನ್ನು ಸಂಪರ್ಕಿಸಿ ಎಂದು ತಿಳಿಸಿದ್ದಾರೆ.	[22, 525, 204, 593]
brief-story1-title: ಜು.10ರಿಂದ ಶೃಂಗೇರಿ ಶ್ರೀಗಳ ಚಾತುರ್ಮಾಸ್ಯ ವ್ರತ	[22, 126, 147, 157]
print-marks	[850, 1462, 910, 1470]
column-rule	[573, 1222, 574, 1456]
police-team-photo	[706, 1066, 924, 1212]
bjp-headline: ಬಿಜೆಪಿ ವಿರುದ್ಧ ಪ್ರತಿಭಟನೆ	[214, 748, 401, 774]
horti-body2: ರೈತರು ಹನಿ ನೀರಾವರಿ, ಯಂತ್ರೋಪಕರಣ ಖರೀದಿಗೆ ಅರ್ಜಿ ಸಲ್ಲಿಸಬಹುದು. ಫಲಾನುಭವಿಗಳ ಆಯ್ಕೆ ಪಾರದರ್ಶಕವಾಗಿ ನಡೆಯಲಿದೆ. ಅಗತ್ಯ ದಾಖಲೆಗಳೊಂದಿಗೆ ಕಚೇರಿಗೆ ಭೇಟಿ ನೀಡಬೇಕು ಎಂದು ಎ.ಬಿ.ಶ್ವೇತಾ ತಿಳಿಸಿದರು.	[164, 1363, 428, 1378]
kempegowda-title: ಕೆಂಪೇಗೌಡರದ್ದು ದೂರದೃಷ್ಟಿ	[440, 88, 598, 109]
divider	[488, 926, 924, 927]
brand-name: ಹೊಸ ದಿಗಂತ	[40, 26, 133, 50]
min-temp: 19°	[665, 40, 698, 60]
rail-box-up: ಪ್ರತಿ ಶುಕ್ರವಾರ ಸಂಜೆ 5.30 ಕ್ಕೆ ಚಿಕ್ಕಮಗಳೂರು ಬಿಟ್ಟು ಶನಿವಾರ ಬೆಳಗ್ಗೆ 7.40 ಕ್ಕೆ ತಿರುಪತಿ ತಲುಪಲಿದೆ.	[808, 368, 924, 428]
dss-meeting-photo	[694, 88, 922, 220]
drug-quote-author: ವಿ.ಹನುಮಂತಪ್ಪ, ನ್ಯಾಯಾಧೀಶರು	[521, 616, 591, 624]
cbse-headline: ಶೃಂಗೇರಿ ಮಠದಿಂದ ಸಿಬಿಎಸ್‌ಇ ಶಾಲೆ	[488, 930, 641, 945]
rail-kicker: ಪ್ರಾಯೋಗಿಕವಾಗಿ ವಾರಕ್ಕೊಂದು ದಿನ ಪ್ರಯಾಣ	[676, 312, 851, 326]
dss-caption: ಚಿಕ್ಕಮಗಳೂರು ನಗರದ ಪ್ರವಾಸಿ ಮಂದಿರದಲ್ಲಿ ನಡೆದ ದಲಿತ ಸಂಘರ್ಷ ಸಮಿತಿ ಸಭೆಯಲ್ಲಿ ಜಿಲ್ಲಾ ಸಂಘಟನಾ ಸಂಚಾಲಕರಾಗಿ ಎನ್.ವೆಂಕಟೇಶ್ ಮತ್ತು ತಾಲ್ಲೂಕು ಸಂಚಾಲಕರಾಗಿ ಅಮೋಘ್ ಅವರನ್ನು ಆಯ್ಕೆ ಮಾಡಲಾಯಿತು. ಜಿಲ್ಲಾ ಸಂಚಾಲಕ ಬಾಲಕೃಷ್ಣ ಬೇಲೂರು ಸಭೆಯ ಅಧ್ಯಕ್ಷತೆ ವಹಿಸಿದ್ದರು. ಜಿಲ್ಲಾ ಮಹಿಳಾ ಸಂಚಾಲಕಿ ಜಲಜಾ ಮತ್ತಿತರರು ಇದ್ದರು.	[694, 222, 915, 264]
bjp-meeting-photo	[754, 1274, 924, 1344]
print-marks	[600, 1462, 660, 1470]
modi-kicker: ಬಿಜೆಪಿ ಶಿಕ್ಷಣ ಪ್ರಕೋಷ್ಠ ರಾಜ್ಯ ಸಹ ಸಂಚಾಲಕ ಎಂ.ಜಿ.ಭಟ್	[578, 1222, 786, 1235]
eswathu-body2: ಕಾಂಗ್ರೆಸ್ ಸರ್ಕಾರ ಜನರ ಸಮಸ್ಯೆಗಳಿಗೆ ಸ್ಪಂದಿಸುತ್ತಿಲ್ಲ. ಕೂಡಲೇ ತಂತ್ರಾಂಶ ಸರಿಪಡಿಸದಿದ್ದರೆ ಉಗ್ರ ಹೋರಾಟ ನಡೆಸಲಾಗುವುದು ಎಂದು ಎಚ್ಚರಿಸಿದರು. ಬಿಜೆಪಿ ಜಿಲ್ಲಾಧ್ಯಕ್ಷ, ಮುಖಂಡರು ಹಾಜರಿದ್ದರು.	[634, 861, 826, 876]
brief-story3-title: ಮಕ್ಕಳ ತಜ್ಞ ಡಾ. ಬಿ.ವಿ.ಸುಂದರೇಶ್ ನಿಧನ	[22, 830, 198, 845]
